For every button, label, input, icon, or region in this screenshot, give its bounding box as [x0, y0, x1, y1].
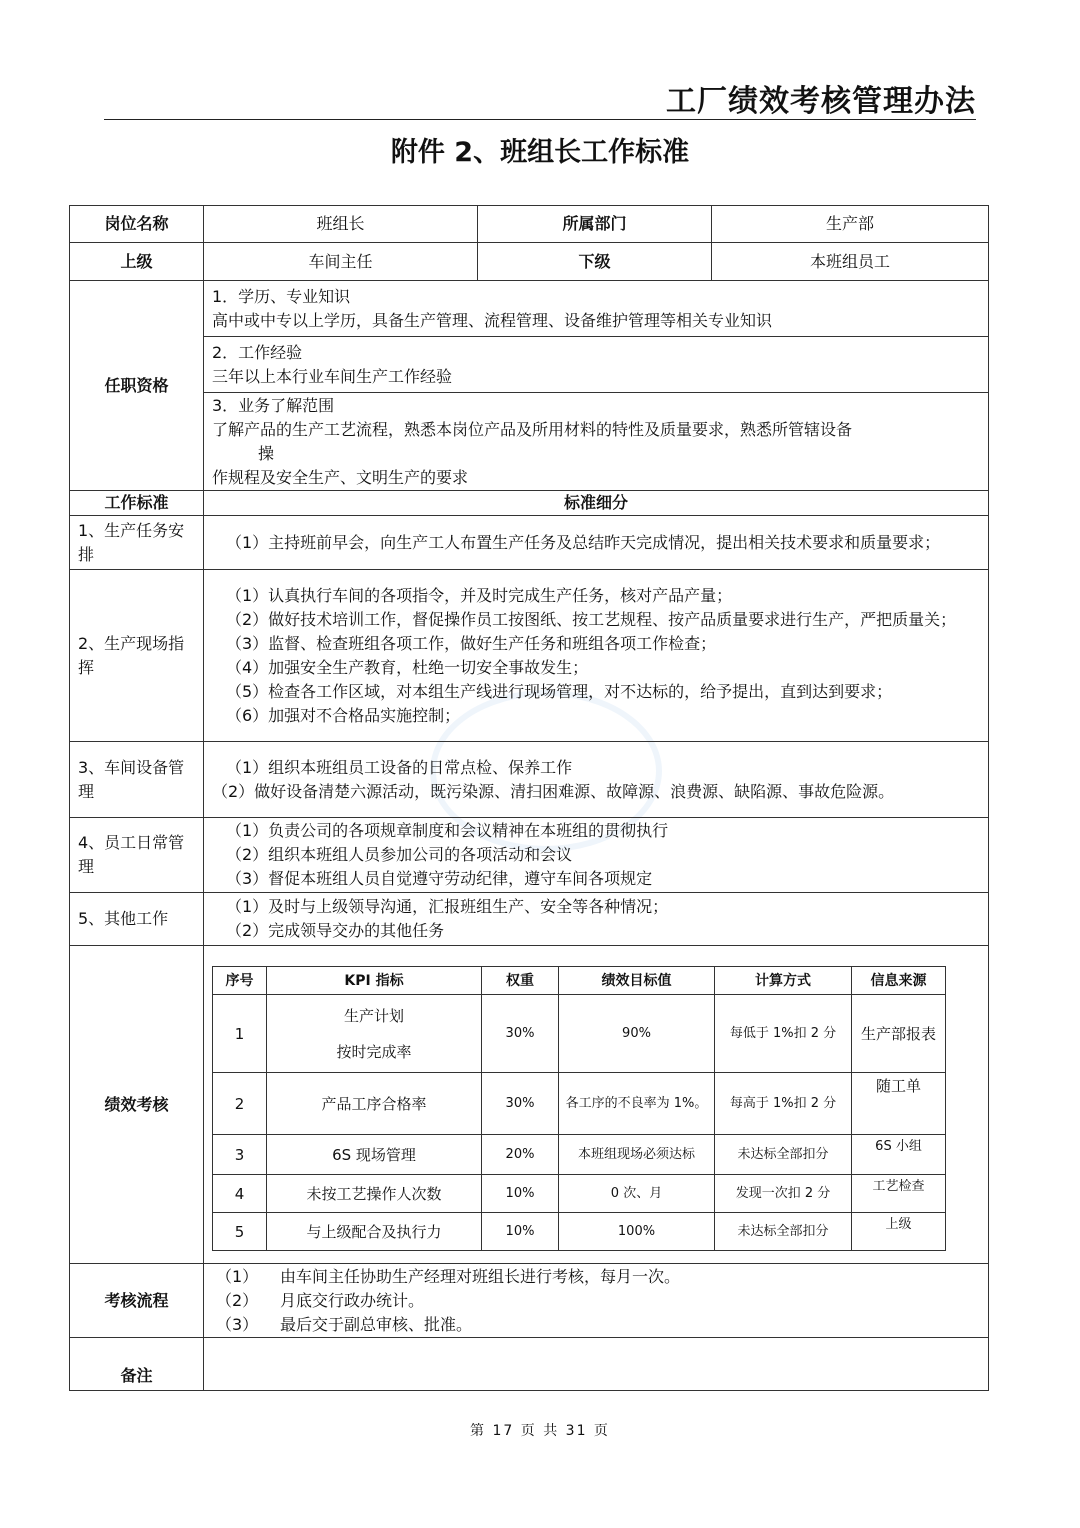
standard-row	[70, 818, 989, 893]
kpi-table	[212, 966, 946, 1251]
remarks-value	[204, 1338, 989, 1391]
post-label: 岗位名称	[70, 206, 204, 243]
process-row	[70, 1264, 989, 1338]
page-title: 附件 2、班组长工作标准	[390, 137, 690, 168]
standard-detail	[204, 570, 989, 742]
standard-item: （2）组织本班组人员参加公司的各项活动和会议	[226, 845, 573, 864]
kpi-target: 本班组现场必须达标	[559, 1135, 715, 1175]
standard-name: 1、生产任务安排	[70, 516, 204, 570]
kpi-indicator: 未按工艺操作人次数	[267, 1175, 482, 1213]
standard-item: （3）监督、检查班组各项工作，做好生产任务和班组各项工作检查；	[226, 633, 717, 653]
kpi-no: 2	[213, 1073, 267, 1135]
page-footer: 第 17 页 共 31 页	[470, 1423, 610, 1439]
kpi-weight: 30%	[482, 1073, 559, 1135]
kpi-data-row	[213, 995, 946, 1073]
kpi-target: 90%	[559, 995, 715, 1073]
kpi-source: 工艺检查	[852, 1175, 946, 1213]
qualification-item	[204, 337, 989, 393]
standards-col2-header: 标准细分	[204, 491, 989, 516]
kpi-method: 未达标全部扣分	[715, 1213, 852, 1251]
kpi-target: 100%	[559, 1213, 715, 1251]
kpi-header-method: 计算方式	[715, 967, 852, 995]
qualification-row	[70, 393, 989, 491]
standards-header-row	[70, 491, 989, 516]
dept-value: 生产部	[712, 206, 989, 243]
kpi-row	[70, 946, 989, 1264]
kpi-indicator: 产品工序合格率	[267, 1073, 482, 1135]
kpi-no: 1	[213, 995, 267, 1073]
kpi-target: 各工序的不良率为 1%。	[559, 1073, 715, 1135]
qualification-label: 任职资格	[70, 281, 204, 491]
kpi-indicator-line: 按时完成率	[336, 1042, 412, 1061]
process-item-text: 由车间主任协助生产经理对班组长进行考核，每月一次。	[280, 1266, 681, 1286]
process-item-no: （2）	[216, 1290, 259, 1310]
kpi-indicator	[267, 995, 482, 1073]
standard-row	[70, 742, 989, 818]
standard-item: （1）负责公司的各项规章制度和会议精神在本班组的贯彻执行	[226, 821, 669, 840]
qualification-item-text: 作规程及安全生产、文明生产的要求	[212, 467, 469, 487]
standard-item: （2）完成领导交办的其他任务	[226, 921, 445, 940]
standard-row	[70, 570, 989, 742]
info-row-1	[70, 206, 989, 243]
standard-row	[70, 516, 989, 570]
dept-label: 所属部门	[478, 206, 712, 243]
kpi-source: 上级	[852, 1213, 946, 1251]
kpi-data-row	[213, 1213, 946, 1251]
kpi-source: 6S 小组	[852, 1135, 946, 1175]
standard-row	[70, 893, 989, 946]
standard-item: （2）做好设备清楚六源活动，既污染源、清扫困难源、故障源、浪费源、缺陷源、事故危险源。	[212, 781, 895, 801]
qualification-row	[70, 281, 989, 337]
kpi-method: 每低于 1%扣 2 分	[715, 995, 852, 1073]
kpi-data-row	[213, 1135, 946, 1175]
process-detail	[204, 1264, 989, 1338]
kpi-weight: 10%	[482, 1213, 559, 1251]
kpi-method: 发现一次扣 2 分	[715, 1175, 852, 1213]
process-item	[212, 1289, 980, 1313]
standard-detail	[204, 742, 989, 818]
header-rule	[104, 119, 976, 120]
standard-item: （4）加强安全生产教育，杜绝一切安全事故发生；	[226, 657, 589, 677]
kpi-weight: 20%	[482, 1135, 559, 1175]
kpi-target: 0 次、月	[559, 1175, 715, 1213]
kpi-indicator: 6S 现场管理	[267, 1135, 482, 1175]
kpi-no: 3	[213, 1135, 267, 1175]
qualification-item-title: 2．工作经验	[212, 342, 303, 362]
standard-item: （2）做好技术培训工作，督促操作员工按图纸、按工艺规程、按产品质量要求进行生产，严把质量关；	[226, 609, 957, 629]
process-item-text: 最后交于副总审核、批准。	[280, 1314, 473, 1334]
kpi-source: 生产部报表	[852, 995, 946, 1073]
kpi-method: 未达标全部扣分	[715, 1135, 852, 1175]
superior-label: 上级	[70, 243, 204, 281]
qualification-item	[204, 393, 989, 491]
qualification-item-title: 3．业务了解范围	[212, 395, 335, 415]
kpi-header-no: 序号	[213, 967, 267, 995]
process-item	[212, 1313, 980, 1337]
standard-item: （1）及时与上级领导沟通，汇报班组生产、安全等各种情况；	[226, 897, 669, 916]
standards-col1-header: 工作标准	[70, 491, 204, 516]
job-standard-table	[69, 205, 989, 1391]
process-item-text: 月底交行政办统计。	[280, 1290, 425, 1310]
qualification-item-text: 操	[258, 443, 275, 463]
kpi-header-target: 绩效目标值	[559, 967, 715, 995]
process-item-no: （3）	[216, 1314, 259, 1334]
standard-detail	[204, 818, 989, 893]
kpi-data-row	[213, 1175, 946, 1213]
standard-detail	[204, 516, 989, 570]
standard-item: （1）组织本班组员工设备的日常点检、保养工作	[226, 757, 573, 777]
qualification-item-text: 了解产品的生产工艺流程，熟悉本岗位产品及所用材料的特性及质量要求，熟悉所管辖设备	[212, 419, 853, 439]
kpi-indicator-line: 生产计划	[343, 1006, 404, 1025]
kpi-weight: 30%	[482, 995, 559, 1073]
post-value: 班组长	[204, 206, 478, 243]
standard-item: （5）检查各工作区域，对本组生产线进行现场管理，对不达标的，给予提出，直到达到要求；	[226, 681, 893, 701]
subordinate-value: 本班组员工	[712, 243, 989, 281]
standard-item: （6）加强对不合格品实施控制；	[226, 705, 461, 725]
kpi-source: 随工单	[852, 1073, 946, 1135]
qualification-row	[70, 337, 989, 393]
kpi-header-indicator: KPI 指标	[267, 967, 482, 995]
process-item	[212, 1265, 980, 1289]
process-label: 考核流程	[70, 1264, 204, 1338]
remarks-row	[70, 1338, 989, 1391]
qualification-item	[204, 281, 989, 337]
kpi-data-row	[213, 1073, 946, 1135]
superior-value: 车间主任	[204, 243, 478, 281]
kpi-cell	[204, 946, 989, 1264]
qualification-item-text: 高中或中专以上学历，具备生产管理、流程管理、设备维护管理等相关专业知识	[212, 310, 773, 330]
kpi-no: 4	[213, 1175, 267, 1213]
standard-detail	[204, 893, 989, 946]
info-row-2	[70, 243, 989, 281]
kpi-weight: 10%	[482, 1175, 559, 1213]
standard-item: （1）认真执行车间的各项指令，并及时完成生产任务，核对产品产量；	[226, 585, 733, 605]
qualification-item-text: 三年以上本行业车间生产工作经验	[212, 366, 453, 386]
header-doc-title: 工厂绩效考核管理办法	[666, 84, 976, 119]
remarks-label: 备注	[70, 1338, 204, 1391]
process-item-no: （1）	[216, 1266, 259, 1286]
kpi-header-weight: 权重	[482, 967, 559, 995]
standard-item: （3）督促本班组人员自觉遵守劳动纪律，遵守车间各项规定	[226, 869, 653, 888]
standard-name: 3、车间设备管理	[70, 742, 204, 818]
kpi-header-source: 信息来源	[852, 967, 946, 995]
kpi-header-row	[213, 967, 946, 995]
kpi-no: 5	[213, 1213, 267, 1251]
kpi-label: 绩效考核	[70, 946, 204, 1264]
standard-name: 4、员工日常管理	[70, 818, 204, 893]
qualification-item-title: 1．学历、专业知识	[212, 286, 351, 306]
standard-name: 2、生产现场指挥	[70, 570, 204, 742]
standard-name: 5、其他工作	[70, 893, 204, 946]
kpi-method: 每高于 1%扣 2 分	[715, 1073, 852, 1135]
kpi-indicator: 与上级配合及执行力	[267, 1213, 482, 1251]
standard-item: （1）主持班前早会，向生产工人布置生产任务及总结昨天完成情况，提出相关技术要求和质量要求；	[226, 532, 941, 552]
subordinate-label: 下级	[478, 243, 712, 281]
